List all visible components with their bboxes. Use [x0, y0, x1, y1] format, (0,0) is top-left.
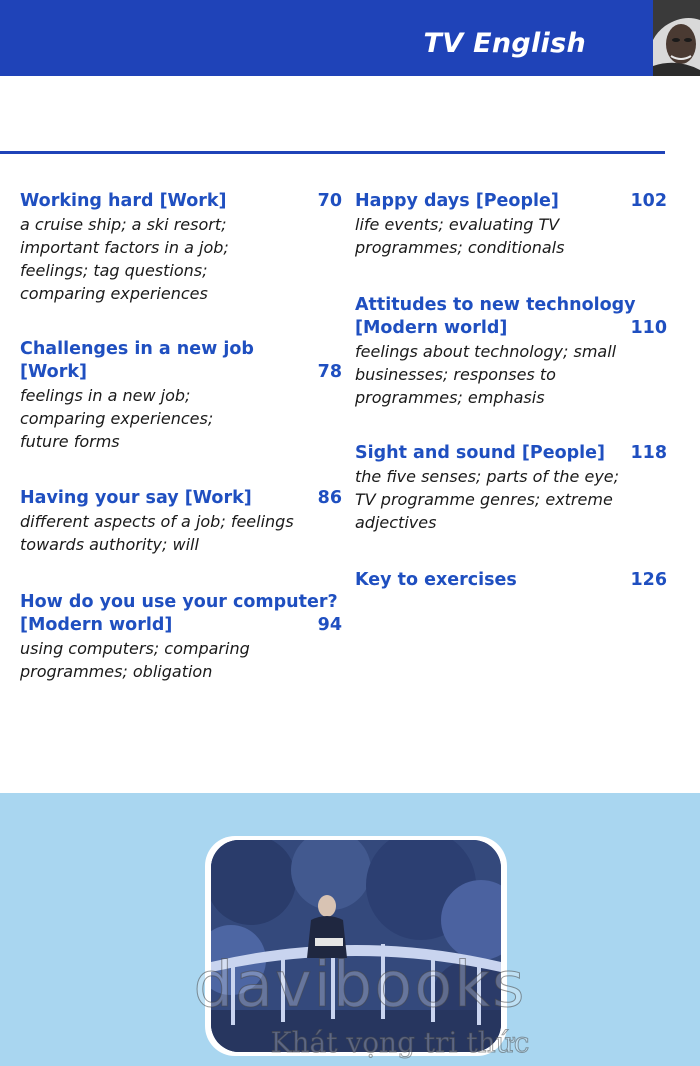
contents-entry[interactable] — [20, 190, 342, 305]
watermark-subtitle: Khát vọng tri thức — [270, 1026, 530, 1059]
entry-description-line: TV programme genres; extreme — [355, 490, 613, 509]
page-number: 102 — [630, 191, 667, 211]
entry-description-line: important factors in a job; — [20, 238, 229, 257]
entry-description-line: comparing experiences; — [20, 409, 214, 428]
presenter-photo — [653, 0, 700, 76]
contents-entry[interactable] — [20, 591, 342, 683]
page-number: 118 — [630, 443, 667, 463]
header-rule — [0, 151, 665, 154]
entry-description-line: a cruise ship; a ski resort; — [20, 215, 227, 234]
entry-description-line: life events; evaluating TV — [355, 215, 560, 234]
entry-description-line: towards authority; will — [20, 535, 199, 554]
contents-entry[interactable] — [355, 190, 667, 259]
page-title: TV English — [423, 28, 586, 59]
contents-entry[interactable] — [20, 487, 342, 556]
page-number: 126 — [630, 570, 667, 590]
header-bar — [0, 0, 653, 76]
entry-description-line: feelings; tag questions; — [20, 261, 208, 280]
page-number: 78 — [317, 362, 342, 382]
entry-title: Attitudes to new technology — [355, 295, 636, 315]
page-number: 94 — [317, 615, 342, 635]
entry-description-line: the five senses; parts of the eye; — [355, 467, 620, 486]
entry-title-continued: [Modern world] — [355, 318, 508, 338]
entry-description-line: different aspects of a job; feelings — [20, 512, 294, 531]
entry-description-line: programmes; obligation — [20, 662, 213, 681]
contents-entry[interactable] — [355, 294, 667, 409]
entry-description-line: feelings in a new job; — [20, 386, 191, 405]
entry-title: Happy days [People] — [355, 191, 559, 211]
page-number: 110 — [630, 318, 667, 338]
contents-entry[interactable] — [20, 338, 342, 453]
entry-description-line: comparing experiences — [20, 284, 208, 303]
entry-description-line: businesses; responses to — [355, 365, 556, 384]
contents-entry[interactable] — [355, 569, 667, 592]
entry-description-line: future forms — [20, 432, 120, 451]
entry-description-line: programmes; conditionals — [355, 238, 565, 257]
entry-title: Sight and sound [People] — [355, 443, 606, 463]
entry-description-line: programmes; emphasis — [355, 388, 545, 407]
entry-description-line: adjectives — [355, 513, 437, 532]
page-number: 70 — [317, 191, 342, 211]
page-number: 86 — [317, 488, 342, 508]
entry-title-continued: [Work] — [20, 362, 87, 382]
entry-description-line: feelings about technology; small — [355, 342, 617, 361]
entry-title: Key to exercises — [355, 570, 517, 590]
entry-title: Challenges in a new job — [20, 339, 254, 359]
entry-description-line: using computers; comparing — [20, 639, 250, 658]
entry-title: Working hard [Work] — [20, 191, 227, 211]
entry-title-continued: [Modern world] — [20, 615, 173, 635]
watermark: davibooks — [193, 948, 527, 1021]
entry-title: Having your say [Work] — [20, 488, 252, 508]
contents-entry[interactable] — [355, 442, 667, 534]
entry-title: How do you use your computer? — [20, 592, 338, 612]
